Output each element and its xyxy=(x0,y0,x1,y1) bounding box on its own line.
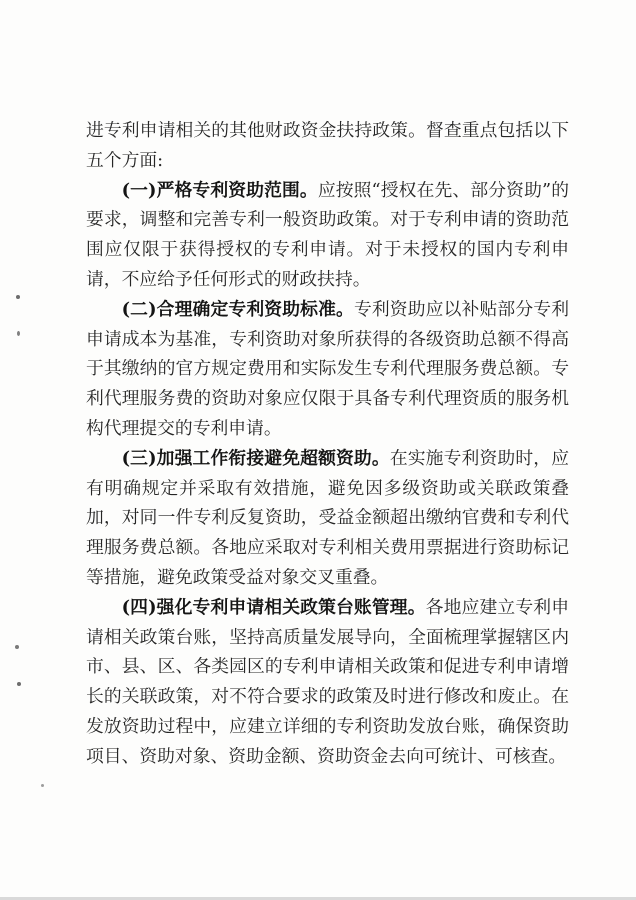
section-1-heading: (一)严格专利资助范围。 xyxy=(121,179,318,201)
section-1-body: 应按照“授权在先、部分资助”的要求，调整和完善专利一般资助政策。对于专利申请的资助范围应仅限于获得授权的专利申请。对于未授权的国内专利申请，不应给予任何形式的财政扶持。 xyxy=(86,179,569,290)
scan-speck xyxy=(16,295,20,299)
scan-speck xyxy=(41,784,44,787)
section-paragraph-3 xyxy=(86,444,569,593)
section-2-body: 专利资助应以补贴部分专利申请成本为基准，专利资助对象所获得的各级资助总额不得高于其缴纳的官方规定费用和实际发生专利代理服务费总额。专利代理服务费的资助对象应仅限于具备专利代理资质的服务机构代理提交的专利申请。 xyxy=(86,298,569,439)
document-text-block xyxy=(86,116,569,772)
section-4-heading: (四)强化专利申请相关政策台账管理。 xyxy=(121,596,426,618)
section-4-body: 各地应建立专利申请相关政策台账，坚持高质量发展导向，全面梳理掌握辖区内市、县、区、各类园区的专利申请相关政策和促进专利申请增长的关联政策，对不符合要求的政策及时进行修改和废止。在发放资助过程中，应建立详细的专利资助发放台账，确保资助项目、资助对象、资助金额、资助资金去向可统计、可核查。 xyxy=(86,596,569,767)
section-2-heading: (二)合理确定专利资助标准。 xyxy=(121,298,354,320)
section-3-body: 在实施专利资助时，应有明确规定并采取有效措施，避免因多级资助或关联政策叠加，对同一件专利反复资助，受益金额超出缴纳官费和专利代理服务费总额。各地应采取对专利相关费用票据进行资助标记等措施，避免政策受益对象交叉重叠。 xyxy=(86,447,569,588)
section-paragraph-2 xyxy=(86,295,569,444)
scan-speck xyxy=(17,682,21,686)
scan-speck xyxy=(17,331,20,336)
section-3-heading: (三)加强工作衔接避免超额资助。 xyxy=(121,447,390,469)
section-paragraph-1 xyxy=(86,176,569,295)
intro-paragraph: 进专利申请相关的其他财政资金扶持政策。督查重点包括以下五个方面: xyxy=(86,120,569,171)
section-paragraph-4 xyxy=(86,593,569,772)
scan-speck xyxy=(15,645,19,649)
